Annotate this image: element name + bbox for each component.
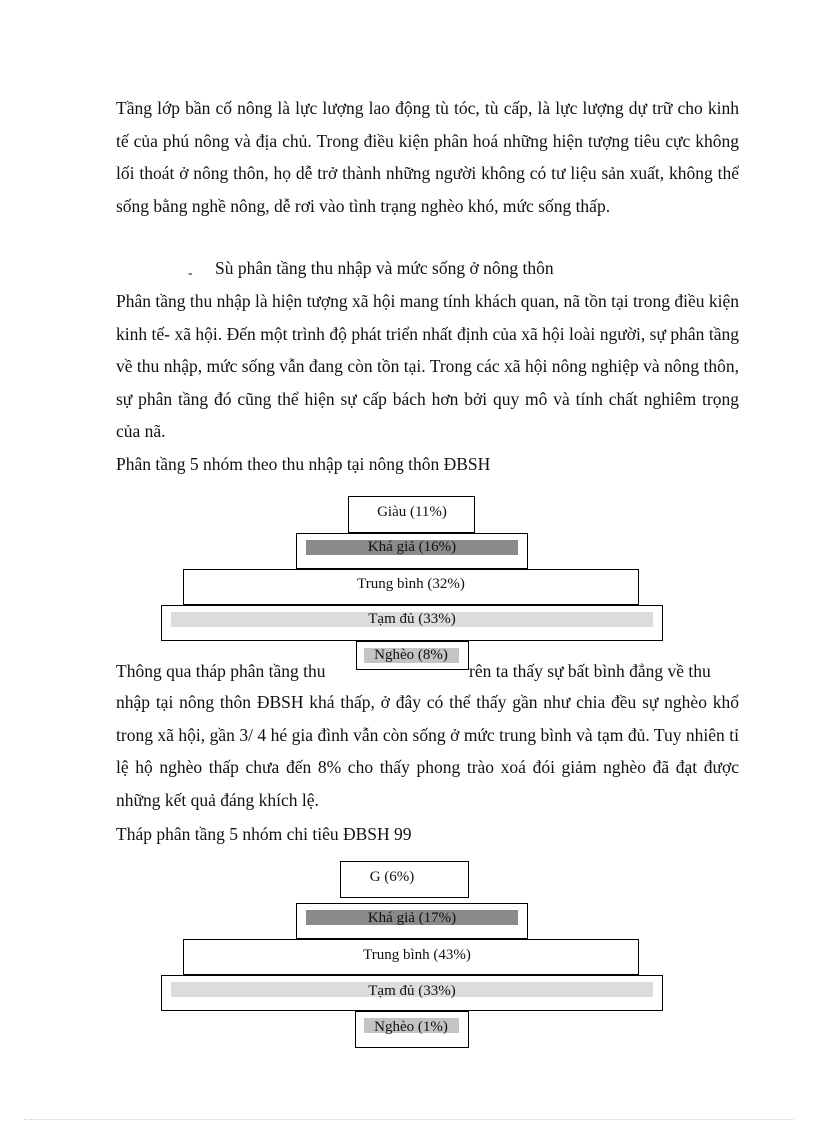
- bullet-dash: -: [188, 266, 193, 281]
- tier-label-rich-2: G (6%): [369, 869, 415, 885]
- paragraph-conclusion-line1-end: rên ta thấy sự bất bình đẳng về thu: [469, 661, 711, 681]
- paragraph-income-stratification: Phân tầng thu nhập là hiện tượng xã hội mang tính khách quan, nã tồn tại trong điều kiện kinh tế- xã hội. Đến một trình độ phát triển nhất định của xã hội loài người, sự phân tầng về thu nhập, mức sống vẫn đang còn tồn tại. Trong các xã hội nông nghiệp và nông thôn, sự phân tầng đó cũng thể hiện sự cấp bách hơn bởi quy mô và tính chất nghiêm trọng của nã.: [116, 291, 739, 441]
- tier-label-sufficient-2: Tạm đủ (33%): [368, 983, 456, 999]
- paragraph-farmers: Tầng lớp bần cố nông là lực lượng lao động tù tóc, tù cấp, là lực lượng dự trữ cho kinh tế của phú nông và địa chủ. Trong điều kiện phân hoá những hiện tượng tiêu cực không lối thoát ở nông thôn, họ dễ trở thành những người không có tư liệu sản xuất, không thể sống bằng nghề nông, dễ rơi vào tình trạng nghèo khó, mức sống thấp.: [116, 98, 739, 216]
- tier-label-rich: Giàu (11%): [377, 504, 447, 520]
- tier-label-poor: Nghèo (8%): [374, 647, 448, 663]
- section-heading: Sù phân tầng thu nhập và mức sống ở nông thôn: [215, 258, 554, 278]
- tier-label-average-2: Trung bình (43%): [363, 947, 471, 963]
- tier-label-sufficient: Tạm đủ (33%): [368, 611, 456, 627]
- tier-label-well-off: Khá giả (16%): [367, 539, 457, 555]
- page-bottom-divider: [24, 1119, 794, 1120]
- paragraph-conclusion-line1-start: Thông qua tháp phân tầng thu: [116, 661, 326, 681]
- tier-label-well-off-2: Khá giả (17%): [367, 910, 457, 926]
- tier-label-poor-2: Nghèo (1%): [374, 1019, 448, 1035]
- caption-income-pyramid: Phân tầng 5 nhóm theo thu nhập tại nông thôn ĐBSH: [116, 454, 491, 474]
- caption-expenditure-pyramid: Tháp phân tầng 5 nhóm chi tiêu ĐBSH 99: [116, 824, 412, 844]
- paragraph-conclusion: nhập tại nông thôn ĐBSH khá thấp, ở đây có thể thấy gần như chia đều sự nghèo khổ trong xã hội, gần 3/ 4 hé gia đình vẫn còn sống ở mức trung bình và tạm đủ. Tuy nhiên tỉ lệ hộ nghèo thấp chưa đến 8% cho thấy phong trào xoá đói giảm nghèo đã đạt được những kết quả đáng khích lệ.: [116, 692, 739, 810]
- tier-label-average: Trung bình (32%): [357, 576, 465, 592]
